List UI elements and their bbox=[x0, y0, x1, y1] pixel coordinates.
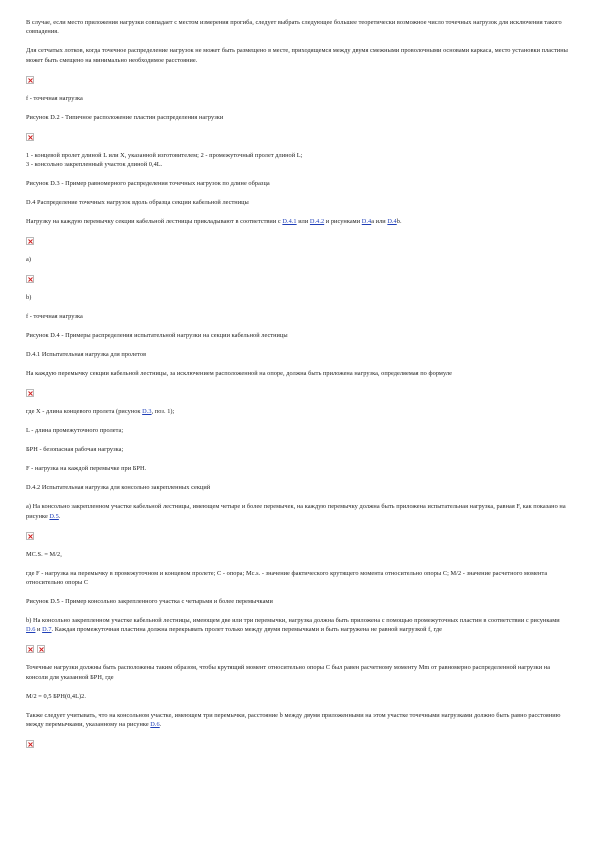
link-fig-d4b[interactable]: D.4 bbox=[387, 218, 397, 226]
broken-image-icon bbox=[26, 237, 34, 245]
paragraph: Для сетчатых лотков, когда точечное распределение нагрузок не может быть размещено в месте, приходящемся между двумя смежными проволочными основами каркаса, место установки пластины может быть смещено на минимально необходимое расстояние. bbox=[26, 47, 568, 64]
broken-image-icon bbox=[26, 645, 34, 653]
paragraph: БРН - безопасная рабочая нагрузка; bbox=[26, 446, 124, 454]
paragraph: F - нагрузка на каждой перемычке при БРН. bbox=[26, 465, 147, 473]
paragraph: а) На консольно закрепленном участке кабельной лестницы, имеющем четыре и более перемычек, на каждую перемычку должна быть приложена испытательная нагрузка, равная F, как показано на рисунке D.5. bbox=[26, 503, 566, 520]
figure-legend: 3 - консольно закрепленный участок длиной 0,4L. bbox=[26, 161, 163, 169]
figure-image-d2 bbox=[26, 75, 569, 85]
broken-image-icon bbox=[26, 275, 34, 283]
link-d42[interactable]: D.4.2 bbox=[309, 218, 325, 226]
broken-image-icon bbox=[26, 532, 34, 540]
broken-image-icon bbox=[26, 740, 34, 748]
link-fig-d4a[interactable]: D.4 bbox=[361, 218, 372, 226]
figure-image-d4a bbox=[26, 236, 569, 246]
paragraph: Точечные нагрузки должны быть расположены таким образом, чтобы крутящий момент относительно опоры C был равен расчетному моменту Mm от равномерно распределенной нагрузки на консоли для указанной БРН, где bbox=[26, 664, 551, 681]
formula-image-d41 bbox=[26, 388, 569, 398]
formula: M/2 = 0,5 БРН(0,4L)2. bbox=[26, 692, 86, 700]
section-heading: D.4.2 Испытательная нагрузка для консольно закрепленных секций bbox=[26, 484, 211, 492]
broken-image-icon bbox=[26, 389, 34, 397]
paragraph: Также следует учитывать, что на консольном участке, имеющем три перемычки, расстояние b между двумя приложенными на этом участке точечными нагрузками должно быть равно расстоянию между перемычками, указанному на рисунке D.6. bbox=[26, 711, 561, 729]
section-heading: D.4.1 Испытательная нагрузка для пролетов bbox=[26, 351, 147, 359]
link-fig-d5[interactable]: D.5 bbox=[49, 512, 59, 520]
figure-caption: Рисунок D.2 - Типичное расположение пластин распределения нагрузки bbox=[26, 113, 224, 121]
formula: MC.S. = M/2, bbox=[26, 550, 62, 558]
figure-sublabel: b) bbox=[26, 294, 32, 302]
paragraph: На каждую перемычку секции кабельной лестницы, за исключением расположенной на опоре, должна быть приложена нагрузка, определяемая по формуле bbox=[26, 370, 452, 378]
link-fig-d7[interactable]: D.7 bbox=[42, 626, 52, 634]
figure-image-d5 bbox=[26, 531, 569, 541]
paragraph: b) На консольно закрепленном участке кабельной лестницы, имеющем две или три перемычки, нагрузка должна быть приложена с помощью промежуточных пластин в соответствии с рисунками D.6 и D.7. Каждая промежуточная пластина должна перекрывать пролет только между двумя перемычками и быть нагружена не равной нагрузкой f, где bbox=[26, 617, 560, 634]
figure-legend: f - точечная нагрузка bbox=[26, 313, 83, 321]
figure-image-d3 bbox=[26, 132, 569, 142]
figure-sublabel: a) bbox=[26, 256, 31, 264]
link-fig-d6[interactable]: D.6 bbox=[26, 626, 36, 634]
figure-caption: Рисунок D.4 - Примеры распределения испытательной нагрузки на секции кабельной лестницы bbox=[26, 332, 288, 340]
paragraph: Нагрузку на каждую перемычку секции кабельной лестницы прикладывают в соответствии с D.4.1 или D.4.2 и рисунками D.4a или D.4b. bbox=[26, 218, 402, 226]
figure-legend: f - точечная нагрузка bbox=[26, 94, 83, 102]
link-d41[interactable]: D.4.1 bbox=[282, 218, 297, 226]
section-heading: D.4 Распределение точечных нагрузок вдоль образца секции кабельной лестницы bbox=[26, 199, 249, 207]
paragraph: где X - длина концевого пролета (рисунок D.3, поз. 1); bbox=[26, 408, 175, 416]
formula-image-d42b bbox=[26, 644, 569, 654]
paragraph: L - длина промежуточного пролета; bbox=[26, 427, 124, 435]
figure-caption: Рисунок D.5 - Пример консольно закрепленного участка с четырьмя и более перемычками bbox=[26, 598, 273, 606]
link-fig-d6[interactable]: D.6 bbox=[150, 721, 160, 729]
paragraph: В случае, если место приложения нагрузки совпадает с местом измерения прогиба, следует выбрать следующее большее теоретически возможное число точечных нагрузок для исключения такого совпадения. bbox=[26, 19, 562, 36]
link-fig-d3[interactable]: D.3 bbox=[142, 408, 152, 416]
broken-image-icon bbox=[26, 76, 34, 84]
figure-caption: Рисунок D.3 - Пример равномерного распределения точечных нагрузок по длине образца bbox=[26, 180, 270, 188]
figure-image-d4b bbox=[26, 274, 569, 284]
broken-image-icon bbox=[26, 133, 34, 141]
paragraph: где F - нагрузка на перемычку в промежуточном и концевом пролете; C - опора; Mc.s. - значение фактического крутящего момента относительно опоры C; M/2 - значение расчетного момента относительно опоры C bbox=[26, 569, 548, 587]
broken-image-icon bbox=[37, 645, 45, 653]
figure-legend: 1 - концевой пролет длиной L или X, указанной изготовителем; 2 - промежуточный пролет длиной L; bbox=[26, 151, 303, 159]
figure-image-d6 bbox=[26, 739, 569, 749]
